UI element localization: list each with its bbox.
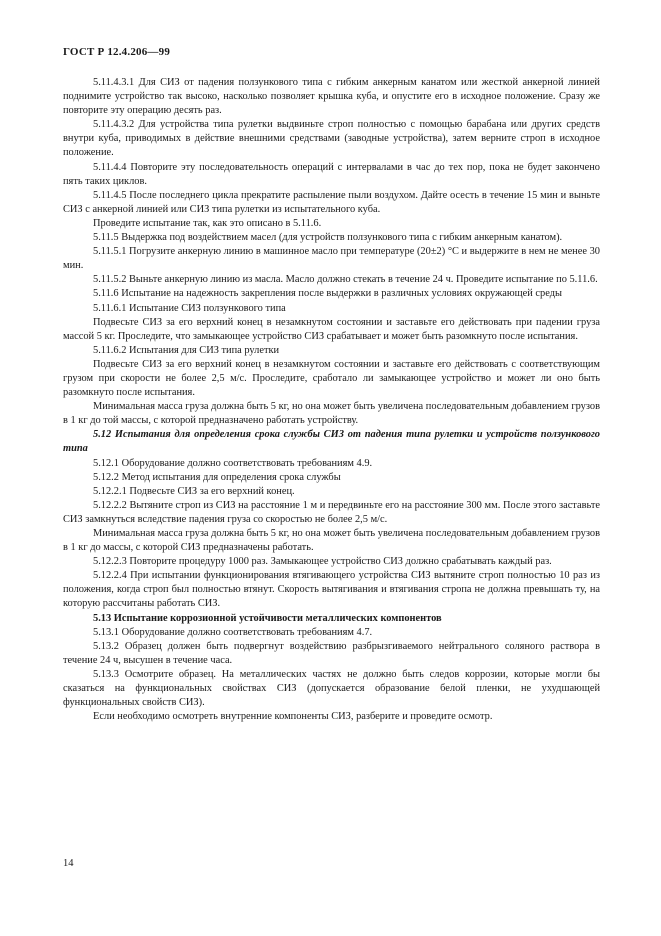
paragraph: Минимальная масса груза должна быть 5 кг, но она может быть увеличена последовательным добавлением грузов в 1 кг до массы, с которой СИЗ предназначены работать.	[63, 528, 600, 554]
paragraph: 5.12.1 Оборудование должно соответствовать требованиям 4.9.	[93, 457, 373, 469]
section-heading: 5.12 Испытания для определения срока службы СИЗ от падения типа рулетки и устройств ползункового типа	[63, 429, 600, 455]
paragraph: 5.11.6.1 Испытание СИЗ ползункового типа	[93, 302, 286, 314]
paragraph: 5.12.2.4 При испытании функционирования втягивающего устройства СИЗ вытяните строп полностью 10 раз из положения, когда строп был полностью втянут. Скорость вытягивания и втягивания стропа не должна превышать ту, на которую рассчитаны работать СИЗ.	[63, 570, 600, 610]
paragraph: 5.13.1 Оборудование должно соответствовать требованиям 4.7.	[93, 626, 373, 638]
paragraph: 5.11.6 Испытание на надежность закрепления после выдержки в различных условиях окружающей среды	[93, 288, 562, 300]
paragraph: Подвесьте СИЗ за его верхний конец в незамкнутом состоянии и заставьте его действовать с соответствующим грузом при скорости не более 2,5 м/с. Проследите, сработало ли замыкающее устройство и может ли оно быть разомкнуто после испытания.	[63, 358, 600, 399]
paragraph: 5.11.4.4 Повторите эту последовательность операций с интервалами в час до тех пор, пока не будет закончено пять таких циклов.	[63, 161, 600, 187]
section-heading: 5.13 Испытание коррозионной устойчивости металлических компонентов	[93, 612, 442, 624]
paragraph: 5.11.5.2 Выньте анкерную линию из масла. Масло должно стекать в течение 24 ч. Проведите испытание по 5.11.6.	[93, 274, 598, 286]
paragraph: 5.11.5 Выдержка под воздействием масел (для устройств ползункового типа с гибким анкерным канатом).	[93, 232, 563, 244]
paragraph: 5.13.2 Образец должен быть подвергнут воздействию разбрызгиваемого нейтрального соляного раствора в течение 24 ч, высушен в течение часа.	[63, 640, 600, 666]
document-body	[63, 76, 600, 724]
paragraph: 5.11.5.1 Погрузите анкерную линию в машинное масло при температуре (20±2) °С и выдержите в нем не менее 30 мин.	[63, 246, 600, 272]
paragraph: 5.12.2.2 Вытяните строп из СИЗ на расстояние 1 м и передвиньте его на расстояние 300 мм. После этого заставьте СИЗ замкнуться вследствие падения груза со скоростью не более 2,5 м/с.	[63, 499, 600, 525]
document-header: ГОСТ Р 12.4.206—99	[63, 46, 171, 58]
paragraph: 5.11.4.3.1 Для СИЗ от падения ползункового типа с гибким анкерным канатом или жесткой анкерной линией поднимите устройство так высоко, насколько позволяет крышка куба, и опустите его в исходное положение. Сразу же повторите эту операцию десять раз.	[63, 77, 600, 117]
paragraph: 5.11.4.3.2 Для устройства типа рулетки выдвиньте строп полностью с помощью барабана или других средств внутри куба, приводимых в действие внешними средствами (заводные устройства), затем верните строп в исходное положение.	[63, 119, 600, 159]
paragraph: 5.13.3 Осмотрите образец. На металлических частях не должно быть следов коррозии, которые могли бы сказаться на функциональных свойствах СИЗ (допускается образование белой пленки, не ухудшающей функциональных свойств СИЗ).	[63, 668, 600, 709]
paragraph: 5.12.2 Метод испытания для определения срока службы	[93, 471, 341, 483]
paragraph: Если необходимо осмотреть внутренние компоненты СИЗ, разберите и проведите осмотр.	[93, 711, 493, 723]
paragraph: Проведите испытание так, как это описано в 5.11.6.	[93, 217, 322, 229]
paragraph: Подвесьте СИЗ за его верхний конец в незамкнутом состоянии и заставьте его действовать при падении груза массой 5 кг. Проследите, что замыкающее устройство СИЗ срабатывает и может быть разомкнуто после испытания.	[63, 316, 600, 342]
paragraph: 5.11.6.2 Испытания для СИЗ типа рулетки	[93, 344, 280, 356]
paragraph: Минимальная масса груза должна быть 5 кг, но она может быть увеличена последовательным добавлением грузов в 1 кг до той массы, с которой предназначено работать устройству.	[63, 401, 600, 427]
paragraph: 5.12.2.3 Повторите процедуру 1000 раз. Замыкающее устройство СИЗ должно срабатывать каждый раз.	[93, 556, 552, 568]
paragraph: 5.11.4.5 После последнего цикла прекратите распыление пыли воздухом. Дайте осесть в течение 15 мин и выньте СИЗ с анкерной линией или СИЗ типа рулетки из испытательного куба.	[63, 189, 600, 215]
page-number: 14	[63, 858, 74, 869]
paragraph: 5.12.2.1 Подвесьте СИЗ за его верхний конец.	[93, 485, 295, 497]
